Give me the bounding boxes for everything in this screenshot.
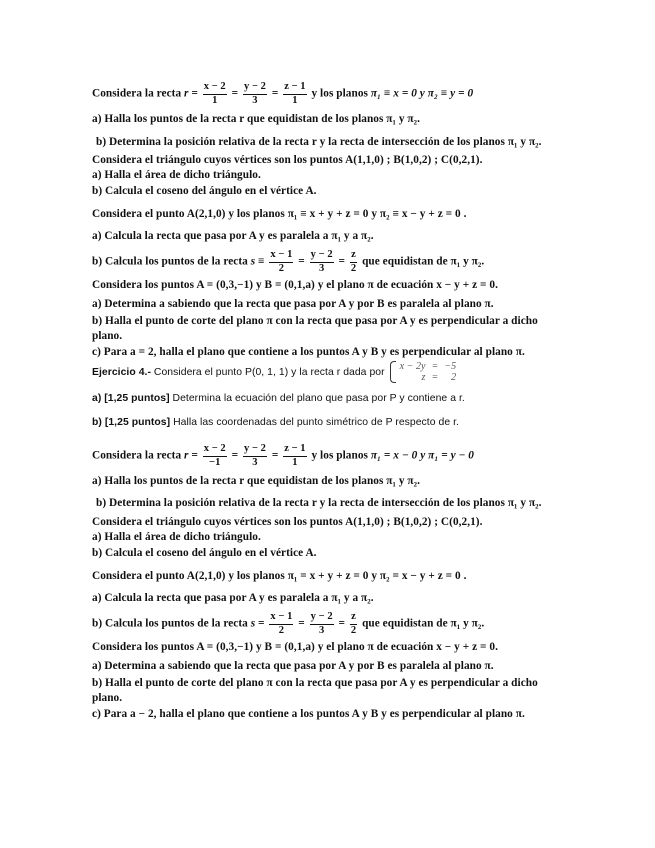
numerator: y − 2 [310, 612, 334, 625]
question-line: a) Halla el área de dicho triángulo. [92, 169, 261, 181]
denominator: −1 [209, 456, 221, 468]
part-text: Halla las coordenadas del punto simétrico de P respecto de r. [173, 417, 459, 428]
question-line: Considera los puntos A = (0,3,−1) y B = (0,1,a) y el plano π de ecuación x − y + z = 0. [92, 641, 498, 653]
system-lhs: z [421, 372, 426, 383]
denominator: 3 [318, 624, 325, 636]
fraction-x [203, 444, 227, 468]
question-line: a) Halla el área de dicho triángulo. [92, 531, 261, 543]
question-line: a) Halla los puntos de la recta r que equidistan de los planos π₁ y π₂. [92, 475, 420, 487]
question-line: a) Determina a sabiendo que la recta que pasa por A y por B es paralela al plano π. [92, 298, 494, 310]
question-line: b) Calcula el coseno del ángulo en el vértice A. [92, 185, 317, 197]
question-line: a) Calcula la recta que pasa por A y es paralela a π₁ y a π₂. [92, 592, 374, 604]
system-rhs: −5 [444, 361, 457, 372]
recta-label: s = [250, 617, 265, 630]
numerator: y − 2 [243, 444, 267, 457]
question-line: Considera el punto A(2,1,0) y los planos π₁ = x + y + z = 0 y π₂ = x − y + z = 0 . [92, 570, 467, 582]
exercise-label: Ejercicio 4.- [92, 366, 151, 378]
question-line: b) Calcula el coseno del ángulo en el vértice A. [92, 547, 317, 559]
part-text: Determina la ecuación del plano que pasa por P y contiene a r. [172, 393, 465, 404]
equals-sign: = [338, 617, 345, 630]
question-line: Considera el triángulo cuyos vértices son los puntos A(1,1,0) ; B(1,0,2) ; C(0,2,1). [92, 154, 483, 166]
equals-sign: = [231, 449, 239, 462]
numerator: z − 1 [283, 444, 306, 457]
statement-prefix: Considera la recta [92, 87, 182, 100]
numerator: x − 1 [269, 250, 293, 263]
fraction-z [283, 444, 306, 468]
fraction-y [243, 444, 267, 468]
numerator: z − 1 [283, 82, 306, 95]
system-eq: = [431, 372, 439, 383]
question-line: plano. [92, 692, 123, 704]
question-line: a) Determina a sabiendo que la recta que pasa por A y por B es paralela al plano π. [92, 660, 494, 672]
recta-r-statement [92, 444, 635, 468]
denominator: 2 [278, 262, 285, 274]
question-line: plano. [92, 330, 123, 342]
statement-prefix: b) Calcula los puntos de la recta [92, 617, 248, 630]
question-line: Considera el triángulo cuyos vértices son los puntos A(1,1,0) ; B(1,0,2) ; C(0,2,1). [92, 516, 483, 528]
system-lhs: x − 2y [399, 361, 426, 372]
ejercicio-4-statement [92, 361, 635, 383]
numerator: x − 2 [203, 82, 227, 95]
question-line: Considera el punto A(2,1,0) y los planos π₁ ≡ x + y + z = 0 y π₂ ≡ x − y + z = 0 . [92, 208, 467, 220]
denominator: 1 [212, 94, 218, 106]
fraction-x [269, 250, 293, 274]
question-line: b) Halla el punto de corte del plano π con la recta que pasa por A y es perpendicular a dicho [92, 315, 538, 327]
exercise-text: Considera el punto P(0, 1, 1) y la recta r dada por [153, 366, 385, 378]
question-line: c) Para a − 2, halla el plano que contiene a los puntos A y B y es perpendicular al plano π. [92, 708, 525, 720]
fraction-x [203, 82, 227, 106]
denominator: 1 [292, 94, 298, 106]
numerator: y − 2 [243, 82, 267, 95]
question-line: a) Calcula la recta que pasa por A y es paralela a π₁ y a π₂. [92, 230, 374, 242]
numerator: z [350, 612, 357, 625]
fraction-x [269, 612, 293, 636]
points-label: a) [1,25 puntos] [92, 393, 170, 404]
question-line: b) Determina la posición relativa de la recta r y la recta de intersección de los planos π₁ y π₂. [96, 136, 542, 148]
denominator: 3 [252, 94, 258, 106]
question-line: Considera los puntos A = (0,3,−1) y B = (0,1,a) y el plano π de ecuación x − y + z = 0. [92, 279, 498, 291]
equals-sign: = [271, 449, 279, 462]
question-line: b) Halla el punto de corte del plano π con la recta que pasa por A y es perpendicular a dicho [92, 677, 538, 689]
fraction-z [350, 250, 357, 274]
points-label: b) [1,25 puntos] [92, 417, 171, 428]
statement-suffix: y los planos [311, 87, 368, 100]
equals-sign: = [231, 87, 239, 100]
equals-sign: = [298, 255, 305, 268]
question-line: c) Para a = 2, halla el plano que contiene a los puntos A y B y es perpendicular al plano π. [92, 346, 525, 358]
equals-sign: = [338, 255, 345, 268]
denominator: 2 [350, 624, 357, 636]
recta-s-statement [92, 612, 635, 636]
statement-suffix: que equidistan de π₁ y π₂. [362, 255, 485, 268]
numerator: y − 2 [310, 250, 334, 263]
planes-equations: π₁ = x − 0 y π₁ = y − 0 [370, 449, 474, 462]
denominator: 3 [252, 456, 258, 468]
recta-label: r = [184, 87, 198, 100]
numerator: x − 2 [203, 444, 227, 457]
exercise-part-b [92, 417, 635, 428]
statement-suffix: que equidistan de π₁ y π₂. [362, 617, 485, 630]
planes-equations: π₁ ≡ x = 0 y π₂ ≡ y = 0 [370, 87, 474, 100]
statement-prefix: b) Calcula los puntos de la recta [92, 255, 248, 268]
question-line: b) Determina la posición relativa de la recta r y la recta de intersección de los planos π₁ y π₂. [96, 497, 542, 509]
fraction-y [310, 250, 334, 274]
denominator: 1 [292, 456, 298, 468]
denominator: 3 [318, 262, 325, 274]
equals-sign: = [271, 87, 279, 100]
statement-suffix: y los planos [311, 449, 368, 462]
equals-sign: = [298, 617, 305, 630]
equation-system [388, 361, 460, 383]
recta-s-statement [92, 250, 635, 274]
fraction-z [350, 612, 357, 636]
statement-prefix: Considera la recta [92, 449, 182, 462]
denominator: 2 [350, 262, 357, 274]
exercise-part-a [92, 393, 635, 404]
numerator: z [350, 250, 357, 263]
fraction-y [243, 82, 267, 106]
denominator: 2 [278, 624, 285, 636]
recta-label: r = [184, 449, 198, 462]
question-line: a) Halla los puntos de la recta r que equidistan de los planos π₁ y π₂. [92, 113, 420, 125]
system-rhs: 2 [451, 372, 457, 383]
numerator: x − 1 [269, 612, 293, 625]
fraction-y [310, 612, 334, 636]
fraction-z [283, 82, 306, 106]
recta-r-statement [92, 82, 635, 106]
system-eq: = [431, 361, 439, 372]
recta-label: s ≡ [250, 255, 265, 268]
